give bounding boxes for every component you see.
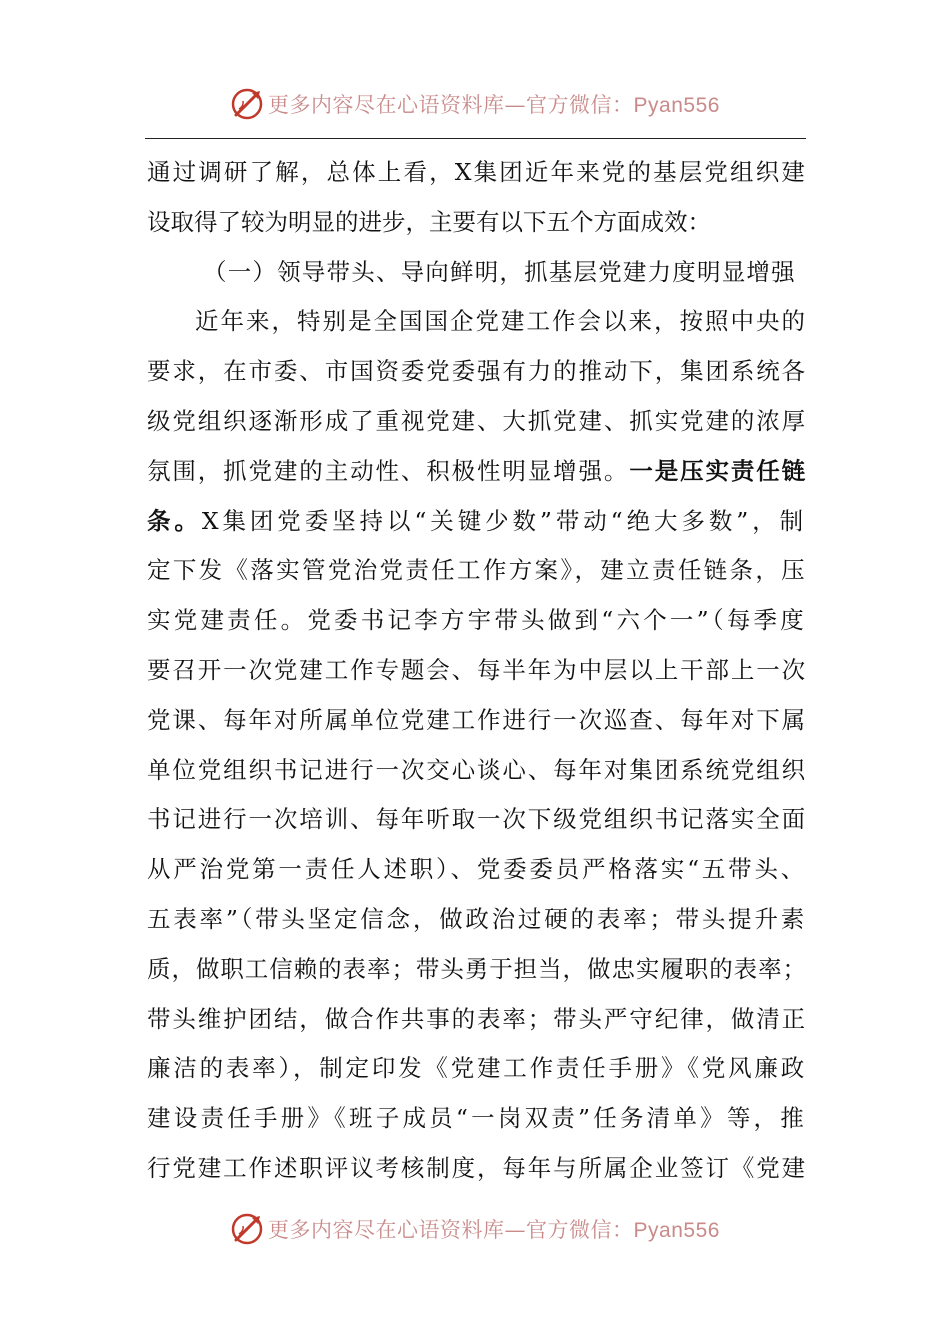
banner-text: 更多内容尽在心语资料库—官方微信：Pyan556 bbox=[268, 93, 720, 117]
text-line: 通过调研了解，总体上看，X集团近年来党的基层党组织建 bbox=[147, 158, 807, 186]
text-line: 定下发《落实管党治党责任工作方案》，建立责任链条，压 bbox=[147, 556, 807, 585]
text-line: 条。X集团党委坚持以“关键少数”带动“绝大多数”，制 bbox=[147, 506, 807, 535]
footer-banner bbox=[0, 1209, 950, 1249]
document-body bbox=[147, 148, 807, 1194]
pen-logo-icon bbox=[230, 1212, 264, 1246]
text-line: 实党建责任。党委书记李方宇带头做到“六个一”（每季度 bbox=[147, 606, 807, 635]
header-banner bbox=[0, 84, 950, 124]
text-line: 党课、每年对所属单位党建工作进行一次巡查、每年对下属 bbox=[147, 705, 807, 734]
text-line: 带头维护团结，做合作共事的表率；带头严守纪律，做清正 bbox=[147, 1004, 807, 1033]
text-line: 设取得了较为明显的进步，主要有以下五个方面成效： bbox=[147, 207, 711, 236]
text-line: 近年来，特别是全国国企党建工作会以来，按照中央的 bbox=[195, 307, 807, 336]
bold-lead-phrase-end: 条。 bbox=[147, 506, 202, 535]
text-line: 氛围，抓党建的主动性、积极性明显增强。一是压实责任链 bbox=[147, 456, 808, 485]
text-line: 要召开一次党建工作专题会、每半年为中层以上干部上一次 bbox=[147, 655, 807, 684]
section-heading: （一）领导带头、导向鲜明，抓基层党建力度明显增强 bbox=[203, 257, 796, 286]
text-line: 从严治党第一责任人述职）、党委委员严格落实“五带头、 bbox=[147, 855, 807, 884]
header-divider bbox=[145, 138, 806, 139]
text-line: 建设责任手册》《班子成员“一岗双责”任务清单》等，推 bbox=[147, 1104, 807, 1133]
text-line: 级党组织逐渐形成了重视党建、大抓党建、抓实党建的浓厚 bbox=[147, 406, 807, 435]
text-line: 廉洁的表率），制定印发《党建工作责任手册》《党风廉政 bbox=[147, 1054, 807, 1083]
text-line: 单位党组织书记进行一次交心谈心、每年对集团系统党组织 bbox=[147, 755, 807, 784]
text-line: 五表率”（带头坚定信念，做政治过硬的表率；带头提升素 bbox=[147, 904, 807, 933]
bold-lead-phrase: 一是压实责任链 bbox=[629, 456, 808, 485]
banner-brand: Pyan556 bbox=[633, 94, 720, 117]
text-line: 要求，在市委、市国资委党委强有力的推动下，集团系统各 bbox=[147, 357, 807, 386]
banner-brand: Pyan556 bbox=[633, 1219, 720, 1242]
banner-text: 更多内容尽在心语资料库—官方微信：Pyan556 bbox=[268, 1218, 720, 1242]
text-line: 行党建工作述职评议考核制度，每年与所属企业签订《党建 bbox=[147, 1153, 807, 1182]
text-line: 书记进行一次培训、每年听取一次下级党组织书记落实全面 bbox=[147, 805, 807, 834]
text-line: 质，做职工信赖的表率；带头勇于担当，做忠实履职的表率； bbox=[147, 954, 807, 983]
pen-logo-icon bbox=[230, 87, 264, 121]
